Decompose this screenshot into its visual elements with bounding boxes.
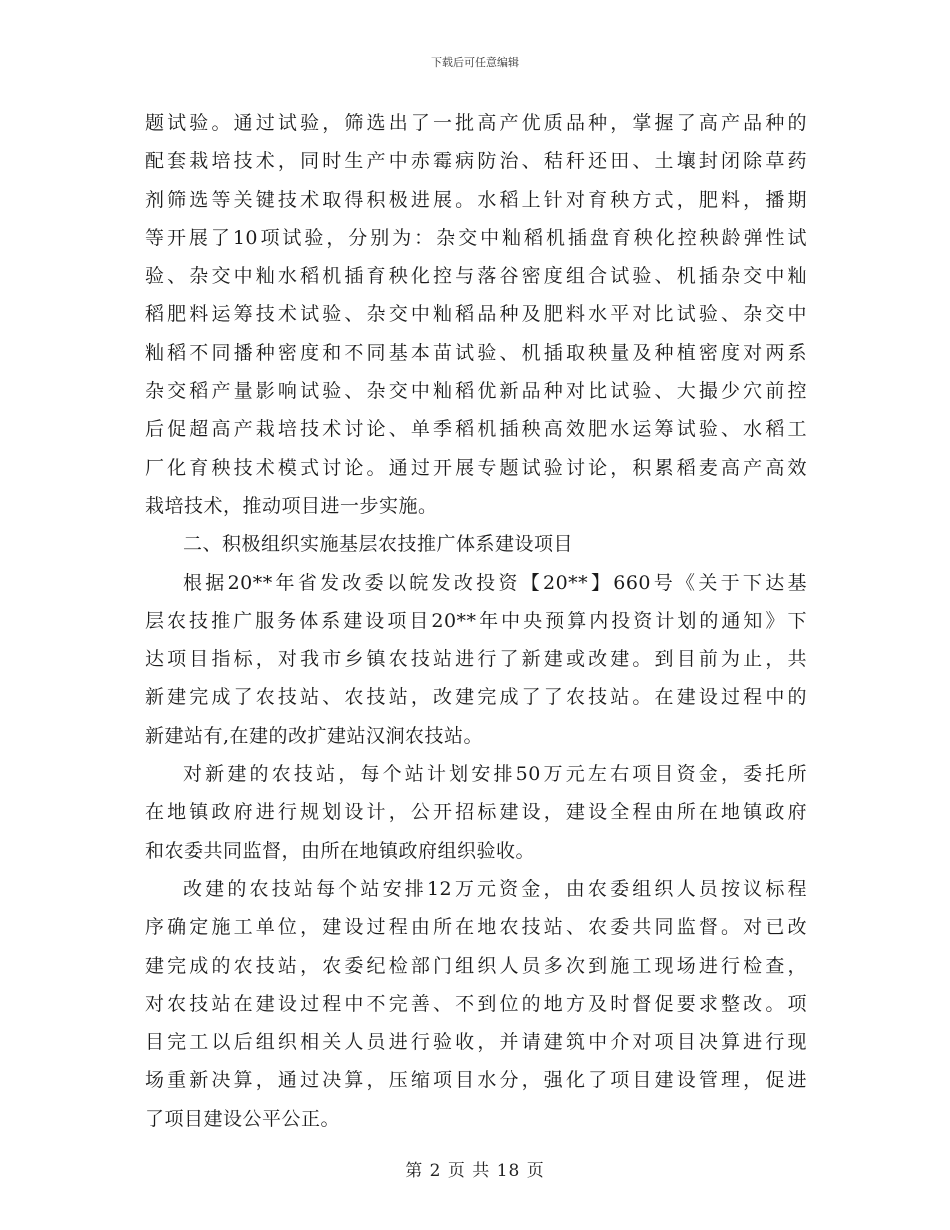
text-line: 序确定施工单位，建设过程由所在地农技站、农委共同监督。对已改 <box>145 916 807 939</box>
text-line: 在地镇政府进行规划设计，公开招标建设，建设全程由所在地镇政府 <box>145 801 807 824</box>
text-line: 后促超高产栽培技术讨论、单季稻机插秧高效肥水运筹试验、水稻工 <box>145 418 807 441</box>
text-line: 验、杂交中籼水稻机插育秧化控与落谷密度组合试验、机插杂交中籼 <box>145 265 807 288</box>
text-line: 二、积极组织实施基层农技推广体系建设项目 <box>183 533 574 556</box>
text-line: 杂交稻产量影响试验、杂交中籼稻优新品种对比试验、大撮少穴前控 <box>145 380 807 403</box>
text-line: 对农技站在建设过程中不完善、不到位的地方及时督促要求整改。项 <box>145 992 807 1015</box>
text-line: 等开展了10项试验，分别为：杂交中籼稻机插盘育秧化控秧龄弹性试 <box>145 226 807 249</box>
text-line: 新建站有,在建的改扩建站汉涧农技站。 <box>145 724 484 747</box>
text-line: 了项目建设公平公正。 <box>145 1107 341 1130</box>
text-line: 和农委共同监督，由所在地镇政府组织验收。 <box>145 839 536 862</box>
text-line: 对新建的农技站，每个站计划安排50万元左右项目资金，委托所 <box>183 763 807 786</box>
text-line: 厂化育秧技术模式讨论。通过开展专题试验讨论，积累稻麦高产高效 <box>145 456 807 479</box>
document-body <box>145 104 807 1138</box>
text-line: 新建完成了农技站、农技站，改建完成了了农技站。在建设过程中的 <box>145 686 807 709</box>
text-line: 根据20**年省发改委以皖发改投资【20**】660号《关于下达基 <box>183 571 807 594</box>
text-line: 稻肥料运筹技术试验、杂交中籼稻品种及肥料水平对比试验、杂交中 <box>145 303 807 326</box>
text-line: 栽培技术，推动项目进一步实施。 <box>145 494 438 517</box>
text-line: 改建的农技站每个站安排12万元资金，由农委组织人员按议标程 <box>183 877 807 900</box>
page-number-footer: 第 2 页 共 18 页 <box>405 1161 545 1181</box>
text-line: 配套栽培技术，同时生产中赤霉病防治、秸秆还田、土壤封闭除草药 <box>145 150 807 173</box>
text-line: 建完成的农技站，农委纪检部门组织人员多次到施工现场进行检查， <box>145 954 807 977</box>
text-line: 层农技推广服务体系建设项目20**年中央预算内投资计划的通知》下 <box>145 609 807 632</box>
page-header-note: 下载后可任意编辑 <box>431 56 519 69</box>
text-line: 籼稻不同播种密度和不同基本苗试验、机插取秧量及种植密度对两系 <box>145 341 807 364</box>
text-line: 场重新决算，通过决算，压缩项目水分，强化了项目建设管理，促进 <box>145 1069 807 1092</box>
text-line: 剂筛选等关键技术取得积极进展。水稻上针对育秧方式，肥料，播期 <box>145 188 807 211</box>
text-line: 达项目指标，对我市乡镇农技站进行了新建或改建。到目前为止，共 <box>145 648 807 671</box>
text-line: 题试验。通过试验，筛选出了一批高产优质品种，掌握了高产品种的 <box>145 112 807 134</box>
text-line: 目完工以后组织相关人员进行验收，并请建筑中介对项目决算进行现 <box>145 1031 807 1054</box>
